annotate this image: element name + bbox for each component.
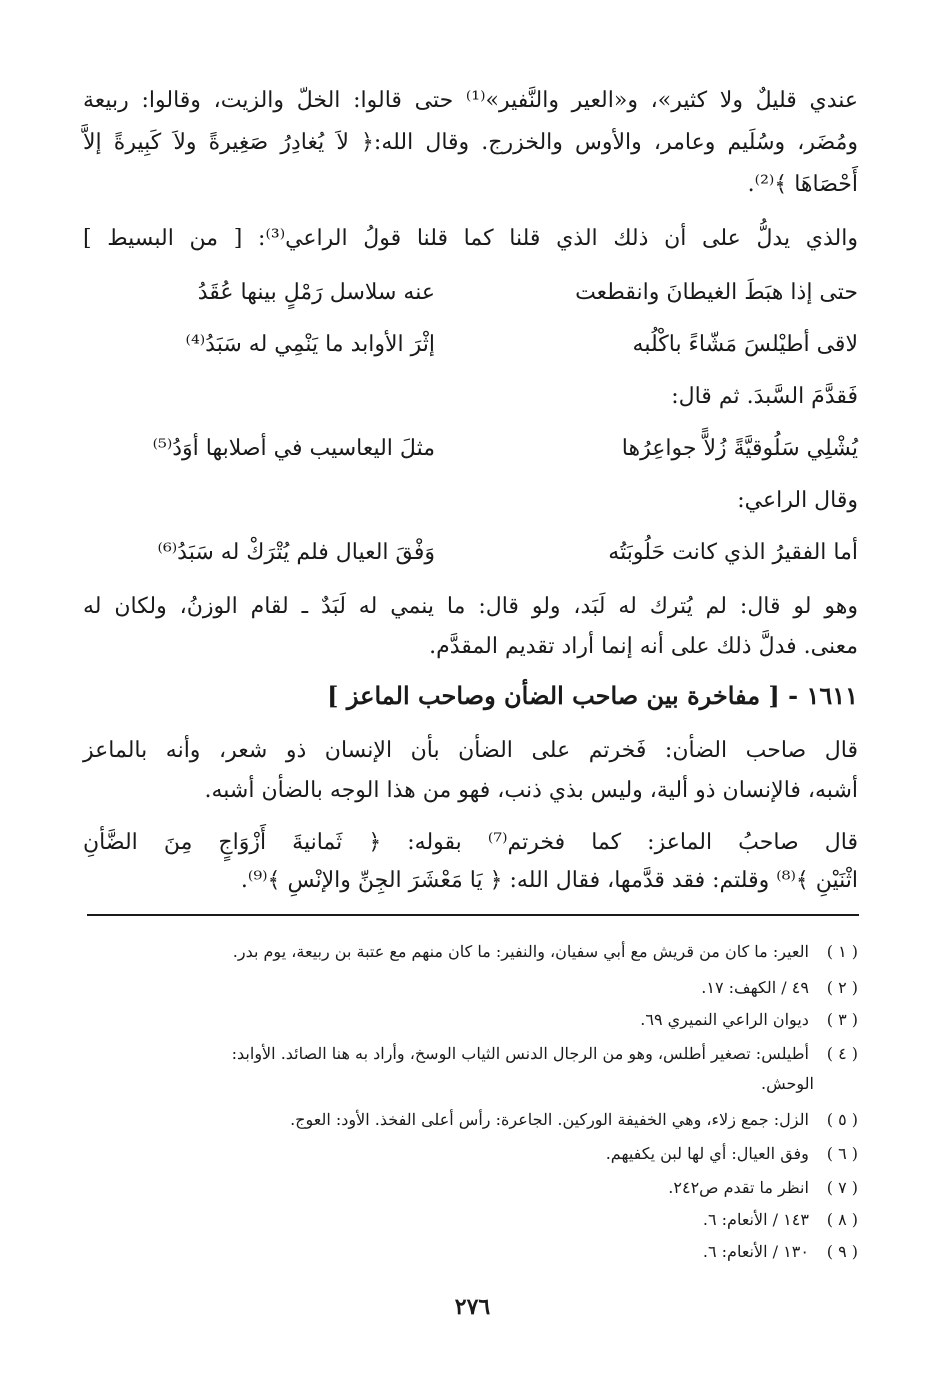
footnote-text: ١٤٣ / الأنعام: ٦.: [702, 1210, 809, 1229]
page-number: ٢٧٦: [454, 1294, 491, 1320]
paragraph-line: أَحْصَاهَا ﴾⁽²⁾.: [747, 172, 858, 197]
verse-first-hemistich: يُشْلِي سَلُوقيَّةً زُلاًّ جواعِرُها: [621, 436, 858, 461]
paragraph-line: عندي قليلٌ ولا كثير»، و«العير والنَّفير»⁽¹⁾ حتى قالوا: الخلّ والزيت، وقالوا: ربيعة: [83, 88, 859, 113]
footnote-text: ١٣٠ / الأنعام: ٦.: [702, 1242, 809, 1261]
footnote: [83, 1008, 858, 1032]
verse-first-hemistich: حتى إذا هبَطَ الغيطانَ وانقطعت: [575, 280, 858, 305]
footnote: [83, 940, 858, 964]
footnote-separator: [87, 914, 859, 916]
paragraph-line: قال صاحب الضأن: فَخرتم على الضأن بأن الإنسان ذو شعر، وأنه بالماعز: [83, 738, 858, 763]
paragraph-line: أشبه، فالإنسان ذو ألية، وليس بذي ذنب، فهو من هذا الوجه بالضأن أشبه.: [204, 778, 858, 803]
verse-second-hemistich: إثْرَ الأوابد ما يَنْمِي له سَبَدُ⁽⁴⁾: [185, 332, 435, 357]
footnote-continuation: الوحش.: [761, 1074, 814, 1093]
footnote: [83, 1108, 858, 1132]
footnote: [83, 1176, 858, 1200]
footnote: [83, 1142, 858, 1166]
paragraph-line: ومُضَر، وسُلَيم وعامر، والأوس والخزرج. وقال الله:﴿ لاَ يُغادِرُ صَغِيرةً ولاَ كَبِيرةً إلاَّ: [83, 130, 858, 155]
footnote-text: وفق العيال: أي لها لبن يكفيهم.: [605, 1144, 809, 1163]
verse-second-hemistich: وَفْقَ العيال فلم يُتْرَكْ له سَبَدُ⁽⁶⁾: [157, 540, 435, 565]
paragraph-line: فَقدَّمَ السَّبدَ. ثم قال:: [671, 384, 858, 409]
footnote-text: الزل: جمع زلاء، وهي الخفيفة الوركين. الجاعرة: رأس أعلى الفخذ. الأود: العوج.: [290, 1110, 809, 1129]
paragraph-line: اثْنَيْنِ ﴾⁽⁸⁾ وقلتم: فقد قدَّمها، فقال الله: ﴿ يَا مَعْشَرَ الجِنِّ والإنْسِ ﴾⁽⁹⁾.: [240, 868, 858, 893]
footnote-number: ( ٩ ): [826, 1242, 858, 1261]
footnote-number: ( ٢ ): [826, 978, 858, 997]
verse-second-hemistich: عنه سلاسل رَمْلٍ بينها عُقَدُ: [197, 280, 435, 305]
footnote-text: انظر ما تقدم ص٢٤٢.: [668, 1178, 809, 1197]
footnote-text: العير: ما كان من قريش مع أبي سفيان، والنفير: ما كان منهم مع عتبة بن ربيعة، يوم بدر.: [232, 942, 809, 961]
footnote-text: ٤٩ / الكهف: ١٧.: [701, 978, 809, 997]
paragraph-line: والذي يدلُّ على أن ذلك الذي قلنا كما قلنا قولُ الراعي⁽³⁾: [ من البسيط ]: [83, 226, 858, 251]
footnote-number: ( ٣ ): [826, 1010, 858, 1029]
paragraph-line: قال صاحبُ الماعز: كما فخرتم⁽⁷⁾ بقوله: ﴿ ثَمانيةَ أَزْوَاجٍ مِنَ الضَّأنِ: [83, 830, 858, 855]
verse-second-hemistich: مثلَ اليعاسيب في أصلابها أوَدُ⁽⁵⁾: [152, 436, 435, 461]
footnote: [83, 1240, 858, 1264]
footnote-text: أطيلس: تصغير أطلس، وهو من الرجال الدنس الثياب الوسخ، وأراد به هنا الصائد. الأوابد:: [231, 1044, 809, 1063]
footnote-number: ( ٨ ): [826, 1210, 858, 1229]
footnote-number: ( ٧ ): [826, 1178, 858, 1197]
footnote-number: ( ١ ): [826, 942, 858, 961]
paragraph-line: وقال الراعي:: [737, 488, 858, 513]
footnote-text: ديوان الراعي النميري ٦٩.: [640, 1010, 809, 1029]
verse-first-hemistich: لاقى أطيْلسَ مَشّاءً باكْلُبه: [632, 332, 858, 357]
footnote-number: ( ٥ ): [826, 1110, 858, 1129]
paragraph-line: وهو لو قال: لم يُترك له لَبَد، ولو قال: ما ينمي له لَبَدٌ ـ لقام الوزنُ، ولكان له: [83, 594, 858, 619]
footnote-number: ( ٦ ): [826, 1144, 858, 1163]
section-heading: ١٦١١ - [ مفاخرة بين صاحب الضأن وصاحب الماعز ]: [327, 681, 858, 710]
footnote: [83, 1042, 858, 1066]
verse-first-hemistich: أما الفقيرُ الذي كانت حَلُوبَتُه: [608, 540, 858, 565]
paragraph-line: معنى. فدلَّ ذلك على أنه إنما أراد تقديم المقدَّم.: [429, 634, 858, 659]
footnote-number: ( ٤ ): [826, 1044, 858, 1063]
footnote: [83, 976, 858, 1000]
footnote: [83, 1208, 858, 1232]
